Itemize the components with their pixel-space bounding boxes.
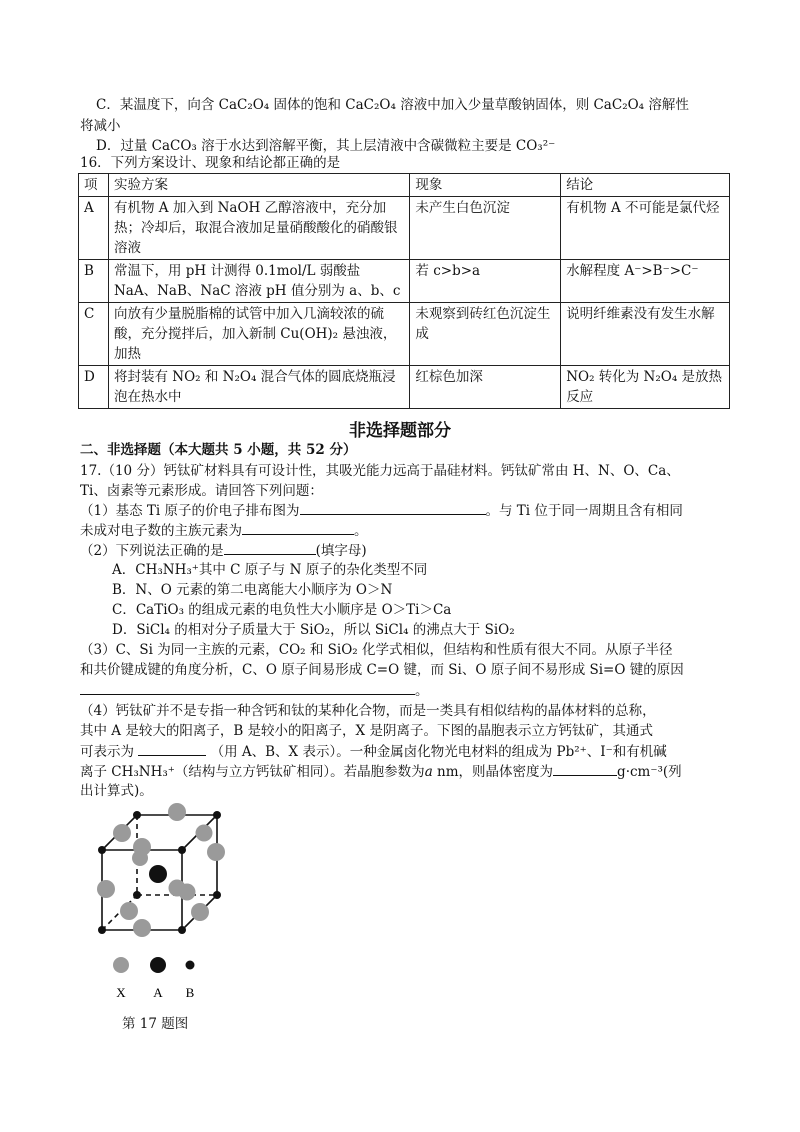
lattice-parameter-symbol: a — [424, 764, 433, 780]
table-row — [79, 366, 730, 409]
answer-blank-formula[interactable] — [138, 741, 206, 756]
header-conclusion: 结论 — [561, 174, 730, 197]
q17-intro-line1: 17.（10 分）钙钛矿材料具有可设计性，其吸光能力远高于晶硅材料。钙钛矿常由 H、N、O、Ca、 — [80, 463, 680, 479]
legend-x-label: X — [116, 985, 126, 1000]
q17-part3-line1: （3）C、Si 为同一主族的元素，CO₂ 和 SiO₂ 化学式相似，但结构和性质有很大不同。从原子半径 — [80, 642, 673, 658]
q17-part4-text-a: 可表示为 — [80, 744, 134, 760]
row-plan: 有机物 A 加入到 NaOH 乙醇溶液中，充分加热；冷却后，取混合液加足量硝酸酸化的硝酸银溶液 — [108, 197, 409, 260]
answer-blank-element[interactable] — [242, 520, 354, 535]
row-conclusion: NO₂ 转化为 N₂O₄ 是放热反应 — [561, 366, 730, 409]
q17-part2-text-b: (填字母) — [315, 543, 367, 559]
row-phenomenon: 未产生白色沉淀 — [410, 197, 561, 260]
figure-caption: 第 17 题图 — [122, 1016, 189, 1032]
table-row — [79, 197, 730, 260]
q17-option-d: D．SiCl₄ 的相对分子质量大于 SiO₂，所以 SiCl₄ 的沸点大于 SiO₂ — [112, 622, 515, 638]
row-phenomenon: 若 c>b>a — [410, 260, 561, 303]
q17-part4-line5: 出计算式)。 — [80, 783, 153, 799]
q17-part1-text-a: （1）基态 Ti 原子的价电子排布图为 — [80, 503, 300, 519]
q17-part1-line1 — [80, 500, 683, 521]
row-item: C — [79, 303, 109, 366]
legend-b-label: B — [185, 985, 195, 1000]
q17-part3-text-end: 。 — [415, 683, 429, 699]
header-phenomenon: 现象 — [410, 174, 561, 197]
row-conclusion: 说明纤维素没有发生水解 — [561, 303, 730, 366]
q17-part1-line2 — [80, 520, 368, 541]
q17-part4-text-e: g·cm⁻³(列 — [617, 764, 682, 780]
table-row — [79, 303, 730, 366]
answer-blank-choice[interactable] — [224, 540, 316, 555]
row-phenomenon: 红棕色加深 — [410, 366, 561, 409]
q17-part3-line2: 和共价键成键的角度分析，C、O 原子间易形成 C=O 键，而 Si、O 原子间不易形成 Si=O 键的原因 — [80, 662, 684, 678]
q17-option-a: A．CH₃NH₃⁺其中 C 原子与 N 原子的杂化类型不同 — [112, 562, 428, 578]
q17-part4-line4 — [80, 761, 682, 782]
q17-part2-text-a: （2）下列说法正确的是 — [80, 543, 224, 559]
part2-heading: 二、非选择题（本大题共 5 小题，共 52 分） — [80, 442, 357, 458]
q16-stem: 16．下列方案设计、现象和结论都正确的是 — [80, 155, 341, 171]
q16-table — [78, 173, 730, 409]
q17-part4-line2: 其中 A 是较大的阳离子，B 是较小的阳离子，X 是阴离子。下图的晶胞表示立方钙钛矿，其通式 — [80, 723, 653, 739]
header-plan: 实验方案 — [108, 174, 409, 197]
row-plan: 将封装有 NO₂ 和 N₂O₄ 混合气体的圆底烧瓶浸泡在热水中 — [108, 366, 409, 409]
q17-part4-line3 — [80, 741, 667, 762]
row-item: D — [79, 366, 109, 409]
q15-option-c-line2: 将减小 — [80, 118, 121, 134]
row-item: B — [79, 260, 109, 303]
q15-option-c-line1: C．某温度下，向含 CaC₂O₄ 固体的饱和 CaC₂O₄ 溶液中加入少量草酸钠固体，则 CaC₂O₄ 溶解性 — [96, 97, 689, 113]
answer-blank-electron-config[interactable] — [300, 500, 486, 515]
legend-b-symbol — [186, 961, 195, 970]
q17-intro-line2: Ti、卤素等元素形成。请回答下列问题： — [80, 483, 323, 499]
q17-part4-text-b: （用 A、B、X 表示）。一种金属卤化物光电材料的组成为 Pb²⁺、I⁻和有机碱 — [210, 744, 667, 760]
section-title: 非选择题部分 — [349, 421, 451, 441]
legend-a-symbol — [150, 957, 166, 973]
row-phenomenon: 未观察到砖红色沉淀生成 — [410, 303, 561, 366]
row-conclusion: 有机物 A 不可能是氯代烃 — [561, 197, 730, 260]
q17-part4-line1: （4）钙钛矿并不是专指一种含钙和钛的某种化合物，而是一类具有相似结构的晶体材料的总称， — [80, 703, 656, 719]
row-item: A — [79, 197, 109, 260]
table-header-row — [79, 174, 730, 197]
q17-part4-text-c: 离子 CH₃NH₃⁺（结构与立方钙钛矿相同）。若晶胞参数为 — [80, 764, 425, 780]
row-conclusion: 水解程度 A⁻>B⁻>C⁻ — [561, 260, 730, 303]
answer-blank-reason[interactable] — [80, 680, 415, 695]
answer-blank-density[interactable] — [553, 761, 617, 776]
row-plan: 向放有少量脱脂棉的试管中加入几滴较浓的硫酸，充分搅拌后，加入新制 Cu(OH)₂ 悬浊液，加热 — [108, 303, 409, 366]
q17-part1-text-b: 。与 Ti 位于同一周期且含有相同 — [485, 503, 683, 519]
q15-option-d: D．过量 CaCO₃ 溶于水达到溶解平衡，其上层清液中含碳微粒主要是 CO₃²⁻ — [96, 138, 556, 154]
q17-part1-text-d: 。 — [354, 523, 368, 539]
q17-option-c: C．CaTiO₃ 的组成元素的电负性大小顺序是 O＞Ti＞Ca — [112, 602, 452, 618]
a-cation-atom — [149, 865, 167, 883]
legend-a-label: A — [153, 985, 163, 1000]
q17-option-b: B．N、O 元素的第二电离能大小顺序为 O＞N — [112, 582, 393, 598]
legend-x-symbol — [113, 957, 129, 973]
row-plan: 常温下，用 pH 计测得 0.1mol/L 弱酸盐 NaA、NaB、NaC 溶液 pH 值分别为 a、b、c — [108, 260, 409, 303]
q17-part4-text-d: nm，则晶体密度为 — [432, 764, 554, 780]
q17-part3-line3 — [80, 680, 429, 701]
q17-part2-stem — [80, 540, 367, 561]
table-row — [79, 260, 730, 303]
perovskite-unit-cell-figure — [92, 800, 252, 1015]
header-item: 项 — [79, 174, 109, 197]
q17-part1-text-c: 未成对电子数的主族元素为 — [80, 523, 242, 539]
